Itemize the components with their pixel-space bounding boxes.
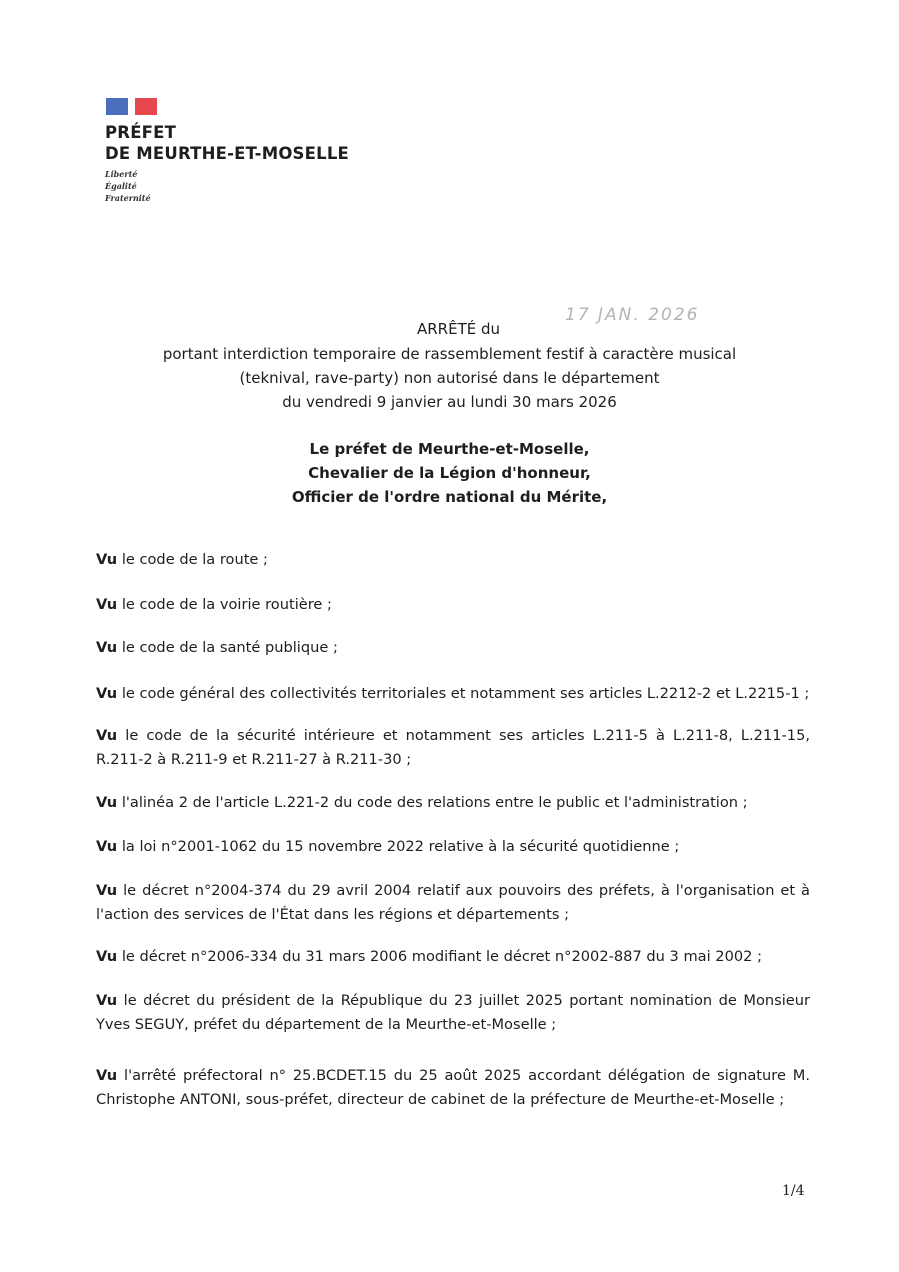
- motto-liberte: Liberté: [105, 169, 138, 179]
- flag-red-band: [135, 98, 157, 115]
- vu-label: Vu: [96, 882, 118, 899]
- motto-fraternite: Fraternité: [105, 193, 151, 203]
- authority-line2: Chevalier de la Légion d'honneur,: [308, 464, 591, 482]
- clause-text: le décret n°2006-334 du 31 mars 2006 modifiant le décret n°2002-887 du 3 mai 2002 ;: [121, 948, 762, 965]
- vu-label: Vu: [96, 685, 118, 702]
- page-number: 1/4: [782, 1183, 805, 1199]
- clause-text: le code de la sécurité intérieure et notamment ses articles L.211-5 à L.211-8, L.211-15, R.211-2 à R.211-9 et R.211-27 à R.211-30 ;: [96, 727, 810, 768]
- vu-label: Vu: [96, 794, 118, 811]
- title-line1: portant interdiction temporaire de rassemblement festif à caractère musical: [162, 345, 737, 363]
- flag-white-band: [128, 98, 135, 115]
- clause-code-route: [96, 548, 810, 572]
- clause-voirie: [96, 593, 810, 617]
- org-name-line2: DE MEURTHE-ET-MOSELLE: [105, 144, 349, 163]
- vu-label: Vu: [96, 727, 118, 744]
- clause-text: le décret du président de la République du 23 juillet 2025 portant nomination de Monsieur Yves SEGUY, préfet du département de la Meurthe-et-Moselle ;: [96, 992, 811, 1033]
- clause-arrete-prefectoral: [96, 1064, 810, 1112]
- clause-text: l'alinéa 2 de l'article L.221-2 du code des relations entre le public et l'administration ;: [121, 794, 748, 811]
- clause-decret-president: [96, 989, 810, 1037]
- clause-text: le code de la route ;: [121, 551, 268, 568]
- clause-decret-2004: [96, 879, 810, 927]
- date-stamp: 17 JAN. 2026: [565, 305, 700, 325]
- org-name-line1: PRÉFET: [105, 123, 177, 142]
- authority-line1: Le préfet de Meurthe-et-Moselle,: [309, 440, 590, 458]
- clause-text: le code de la santé publique ;: [121, 639, 338, 656]
- clause-text: le code général des collectivités territoriales et notamment ses articles L.2212-2 et L.2215-1 ;: [121, 685, 810, 702]
- flag-blue-band: [106, 98, 128, 115]
- authority-line3: Officier de l'ordre national du Mérite,: [291, 488, 608, 506]
- clause-text: le décret n°2004-374 du 29 avril 2004 relatif aux pouvoirs des préfets, à l'organisation et à l'action des services de l'État dans les régions et départements ;: [96, 882, 810, 923]
- title-line2: (teknival, rave-party) non autorisé dans le département: [239, 369, 660, 387]
- clause-loi-2001: [96, 835, 810, 859]
- clause-text: l'arrêté préfectoral n° 25.BCDET.15 du 25 août 2025 accordant délégation de signature M. Christophe ANTONI, sous-préfet, directeur de cabinet de la préfecture de Meurthe-et-Moselle ;: [96, 1067, 810, 1108]
- vu-label: Vu: [96, 551, 118, 568]
- vu-label: Vu: [96, 992, 118, 1009]
- title-line3: du vendredi 9 janvier au lundi 30 mars 2026: [282, 393, 617, 411]
- clause-collectivites: [96, 682, 810, 706]
- clause-relations-public: [96, 791, 810, 815]
- motto-egalite: Égalité: [105, 181, 137, 191]
- vu-label: Vu: [96, 1067, 118, 1084]
- clause-decret-2006: [96, 945, 810, 969]
- vu-label: Vu: [96, 948, 118, 965]
- clause-text: le code de la voirie routière ;: [121, 596, 332, 613]
- vu-label: Vu: [96, 639, 118, 656]
- clause-securite-interieure: [96, 724, 810, 772]
- vu-label: Vu: [96, 596, 118, 613]
- clause-sante: [96, 636, 810, 660]
- clause-text: la loi n°2001-1062 du 15 novembre 2022 relative à la sécurité quotidienne ;: [121, 838, 680, 855]
- french-flag-logo: [106, 98, 157, 115]
- arrete-heading: ARRÊTÉ du: [417, 320, 501, 338]
- vu-label: Vu: [96, 838, 118, 855]
